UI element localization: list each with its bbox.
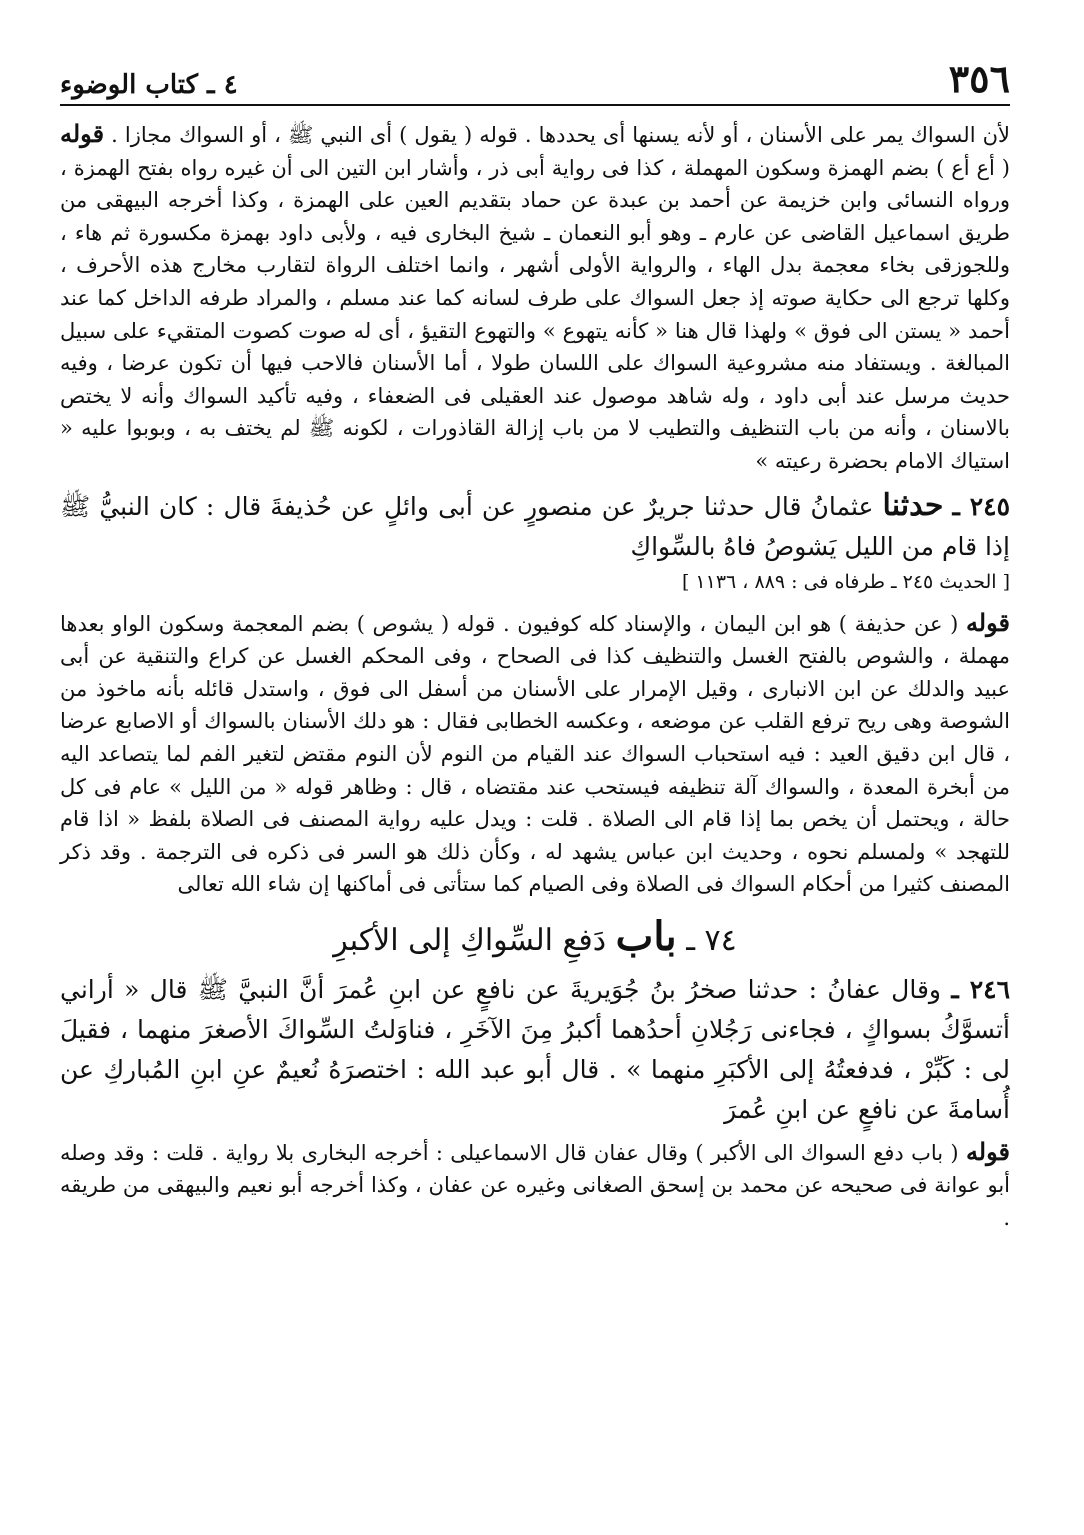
page-header (60, 40, 1010, 101)
chapter-heading-74 (60, 913, 1010, 960)
commentary-paragraph (60, 118, 1010, 478)
commentary-paragraph (60, 1136, 1010, 1235)
hadith-number: ٢٤٦ ـ (951, 974, 1011, 1004)
bab-number: ٧٤ ـ (686, 922, 737, 958)
chapter-title: ٤ ـ كتاب الوضوء (60, 70, 238, 100)
haddathana-keyword: حدثنا (882, 487, 944, 523)
commentary-paragraph (60, 607, 1010, 901)
bab-title: دَفعِ السِّواكِ إلى الأكبرِ (333, 922, 607, 958)
page-number: ٣٥٦ (948, 56, 1010, 101)
hadith-reference-note: [ الحديث ٢٤٥ ـ طرفاه فى : ٨٨٩ ، ١١٣٦ ] (681, 570, 1010, 593)
hadith-245 (60, 486, 1010, 567)
hadith-text: عثمانُ قال حدثنا جريرٌ عن منصورٍ عن أبى وائلٍ عن حُذيفةَ قال : كان النبيُّ ﷺ إذا قام من الليل يَشوصُ فاهُ بالسِّواكِ (60, 491, 1010, 561)
commentary-block-2 (60, 607, 1010, 901)
hadith-text: وقال عفانُ : حدثنا صخرُ بنُ جُوَيريةَ عن نافعٍ عن ابنِ عُمرَ أنَّ النبيَّ ﷺ قال « أراني أتسوَّكُ بسواكٍ ، فجاءنى رَجُلانِ أحدُهما أكبرُ مِنَ الآخَرِ ، فناوَلتُ السِّواكَ الأصغرَ منهما ، فقيلَ لى : كَبِّرْ ، فدفعتُهُ إلى الأكبَرِ منهما » . قال أبو عبد الله : اختصرَهُ نُعيمٌ عنِ ابنِ المُباركِ عن أُسامةَ عن نافعٍ عن ابنِ عُمرَ (60, 974, 1010, 1124)
commentary-text: ( عن حذيفة ) هو ابن اليمان ، والإسناد كله كوفيون . قوله ( يشوص ) بضم المعجمة وسكون الواو بعدها مهملة ، والشوص بالفتح الغسل والتنظيف كذا فى الصحاح ، وفى المحكم الغسل عن كراع والتنقية عن أبى عبيد والدلك عن ابن الانبارى ، وقيل الإمرار على الأسنان من أسفل الى فوق ، واستدل قائله بأنه ماخوذ من الشوصة وهى ريح ترفع القلب عن موضعه ، وعكسه الخطابى فقال : هو دلك الأسنان بالسواك أو الاصابع عرضا ، قال ابن دقيق العيد : فيه استحباب السواك عند القيام من النوم لأن النوم مقتض لتغير الفم لما يتصاعد اليه من أبخرة المعدة ، والسواك آلة تنظيفه فيستحب عند مقتضاه ، قال : وظاهر قوله « من الليل » عام فى كل حالة ، ويحتمل أن يخص بما إذا قام الى الصلاة . قلت : ويدل عليه رواية المصنف فى الصلاة بلفظ « اذا قام للتهجد » ولمسلم نحوه ، وحديث ابن عباس يشهد له ، وكأن ذلك هو السر فى ذكره فى الترجمة . وقد ذكر المصنف كثيرا من أحكام السواك فى الصلاة وفى الصيام كما ستأتى فى أماكنها إن شاء الله تعالى (60, 611, 1010, 897)
commentary-text: ( أع أع ) بضم الهمزة وسكون المهملة ، كذا فى رواية أبى ذر ، وأشار ابن التين الى أن غيره رواه بفتح الهمزة ، ورواه النسائى وابن خزيمة عن أحمد بن عبدة عن حماد بتقديم العين على الهمزة ، وكذا أخرجه البيهقى من طريق اسماعيل القاضى عن عارم ـ وهو أبو النعمان ـ شيخ البخارى فيه ، ولأبى داود بهمزة مكسورة ثم هاء ، وللجوزقى بخاء معجمة بدل الهاء ، والرواية الأولى أشهر ، وانما اختلف الرواة لتقارب مخارج هذه الأحرف ، وكلها ترجع الى حكاية صوته إذ جعل السواك على طرف لسانه كما عند مسلم ، والمراد طرفه الداخل كما عند أحمد « يستن الى فوق » ولهذا قال هنا « كأنه يتهوع » والتهوع التقيؤ ، أى له صوت كصوت المتقيء على سبيل المبالغة . ويستفاد منه مشروعية السواك على اللسان طولا ، أما الأسنان فالاحب فيها أن تكون عرضا ، وفيه حديث مرسل عند أبى داود ، وله شاهد موصول عند العقيلى فى الضعفاء ، وفيه تأكيد السواك وأنه لا يختص بالاسنان ، وأنه من باب التنظيف والتطيب لا من باب إزالة القاذورات ، لكونه ﷺ لم يختف به ، وبوبوا عليه « استياك الامام بحضرة رعيته » (60, 155, 1010, 473)
qawluhu-keyword: قوله (60, 119, 105, 148)
hadith-paragraph (60, 970, 1010, 1130)
commentary-block-1 (60, 118, 1010, 478)
qawluhu-keyword: قوله (965, 1136, 1010, 1166)
commentary-text: لأن السواك يمر على الأسنان ، أو لأنه يسنها أى يحددها . قوله ( يقول ) أى النبي ﷺ ، أو السواك مجازا . (111, 123, 1010, 147)
hadith-246 (60, 970, 1010, 1130)
hadith-number: ٢٤٥ ـ (952, 491, 1011, 521)
bab-keyword: باب (615, 912, 677, 960)
commentary-text: ( باب دفع السواك الى الأكبر ) وقال عفان قال الاسماعيلى : أخرجه البخارى بلا رواية . قلت : وقد وصله أبو عوانة فى صحيحه عن محمد بن إسحق الصغانى وغيره عن عفان ، وكذا أخرجه أبو نعيم والبيهقى من طريقه . (60, 1140, 1010, 1231)
header-rule (60, 104, 1010, 106)
commentary-block-3 (60, 1136, 1010, 1235)
qawluhu-keyword: قوله (965, 607, 1010, 637)
hadith-paragraph (60, 486, 1010, 567)
